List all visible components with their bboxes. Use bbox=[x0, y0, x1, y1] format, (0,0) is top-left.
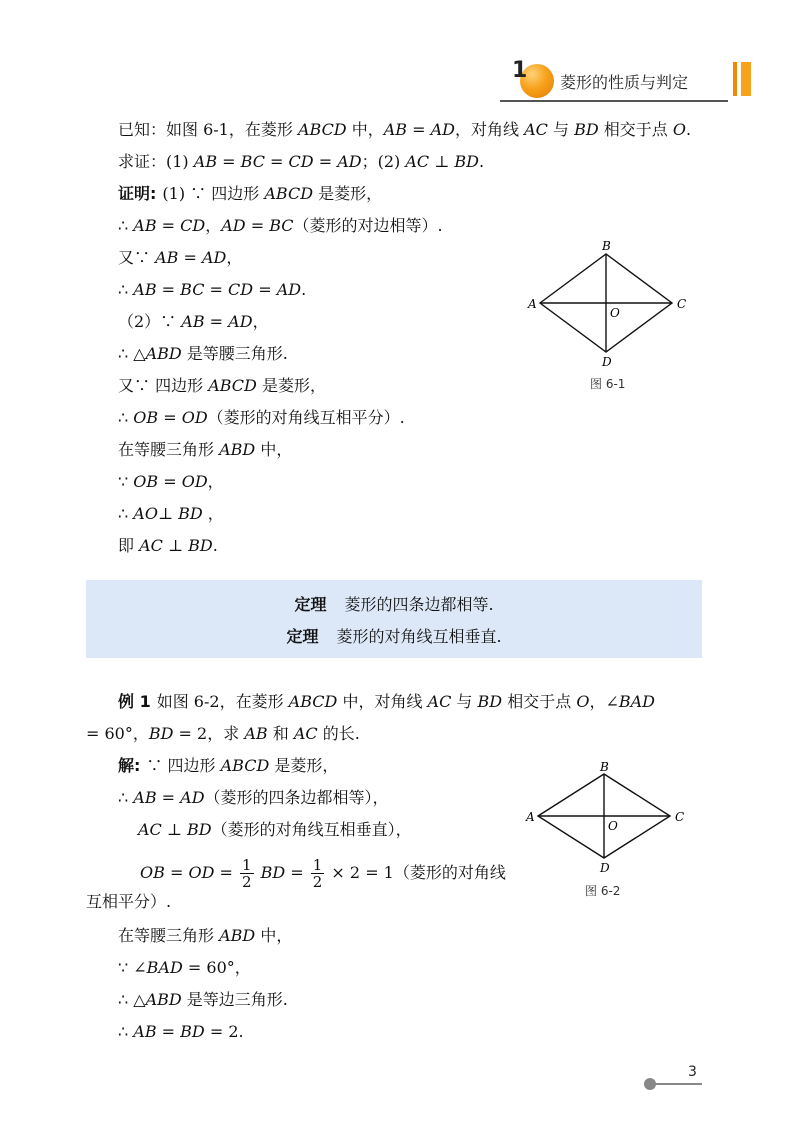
section-label: 例 1 bbox=[118, 692, 151, 711]
text-segment: ⊥ bbox=[162, 536, 189, 555]
math-var: BC bbox=[240, 152, 265, 171]
fraction bbox=[311, 857, 325, 890]
math-var: AB bbox=[383, 120, 408, 139]
chapter-title: 菱形的性质与判定 bbox=[560, 73, 689, 92]
math-var: AD bbox=[180, 788, 205, 807]
section-label: 证明: bbox=[118, 184, 157, 203]
math-var: AC bbox=[138, 820, 162, 839]
text-segment: ， bbox=[207, 472, 224, 491]
text-segment: 是等腰三角形. bbox=[181, 344, 288, 363]
math-var: AC bbox=[524, 120, 548, 139]
text-line bbox=[118, 990, 288, 1010]
text-segment: = 2. bbox=[204, 1022, 244, 1041]
fraction-line bbox=[140, 856, 506, 890]
text-line bbox=[118, 184, 382, 204]
math-var: ABCD bbox=[264, 184, 314, 203]
text-segment: . bbox=[478, 152, 485, 171]
math-var: AD bbox=[430, 120, 456, 139]
math-var: BD bbox=[477, 692, 503, 711]
math-var: AD bbox=[228, 312, 253, 331]
math-var: ABD bbox=[145, 344, 182, 363]
text-segment: = bbox=[204, 280, 229, 299]
text-segment: = bbox=[313, 152, 338, 171]
text-segment: = 2，求 bbox=[173, 724, 245, 743]
text-line bbox=[118, 440, 292, 460]
math-var: OD bbox=[188, 863, 215, 882]
math-var: BC bbox=[180, 280, 205, 299]
math-var: AD bbox=[337, 152, 362, 171]
header-bar bbox=[733, 62, 737, 96]
math-var: BD bbox=[187, 820, 212, 839]
math-var: AB bbox=[133, 1022, 157, 1041]
text-line bbox=[118, 1022, 244, 1042]
math-var: BAD bbox=[146, 958, 183, 977]
solution-continuation: 互相平分）. bbox=[86, 892, 172, 911]
chapter-number: 1 bbox=[512, 58, 528, 83]
text-segment: = bbox=[156, 280, 181, 299]
fraction-denominator: 2 bbox=[312, 873, 323, 891]
text-segment: ∴ bbox=[118, 1022, 134, 1041]
math-var: AD bbox=[276, 280, 302, 299]
math-var: AC bbox=[427, 692, 452, 711]
math-var: OB bbox=[133, 472, 159, 491]
math-var: ABCD bbox=[288, 692, 338, 711]
text-segment: 是菱形， bbox=[256, 376, 326, 395]
text-segment: 中， bbox=[255, 440, 293, 459]
math-var: OD bbox=[181, 472, 208, 491]
math-var: O bbox=[576, 692, 590, 711]
text-segment: ⊥ bbox=[429, 152, 455, 171]
math-var: ABD bbox=[219, 926, 256, 945]
text-segment: . bbox=[686, 120, 692, 139]
text-segment: ∵ ∠ bbox=[118, 958, 147, 977]
math-var: AB bbox=[155, 248, 179, 267]
math-var: AO bbox=[133, 504, 158, 523]
text-segment: ；(2) bbox=[361, 152, 406, 171]
text-segment: = 60°， bbox=[182, 958, 251, 977]
text-segment: ∴ bbox=[118, 408, 134, 427]
math-var: ABD bbox=[145, 990, 182, 1009]
text-line bbox=[118, 788, 389, 808]
text-line bbox=[118, 504, 224, 524]
text-segment: ∵ 四边形 bbox=[146, 756, 221, 775]
text-line bbox=[118, 376, 326, 396]
math-var: ABCD bbox=[208, 376, 257, 395]
text-line bbox=[118, 120, 691, 140]
math-var: AB bbox=[193, 152, 218, 171]
text-segment: ∴ △ bbox=[118, 990, 146, 1009]
vertex-label-b: B bbox=[600, 762, 609, 774]
text-segment: 相交于点 bbox=[502, 692, 577, 711]
vertex-label-a: A bbox=[528, 297, 537, 311]
math-var: AC bbox=[139, 536, 163, 555]
fraction bbox=[240, 857, 254, 890]
theorem-text: 菱形的对角线互相垂直. bbox=[336, 627, 502, 646]
math-var: BD bbox=[574, 120, 599, 139]
math-op: = bbox=[214, 863, 238, 882]
text-segment: = bbox=[156, 788, 181, 807]
math-var: BD bbox=[260, 863, 286, 882]
text-segment: （菱形的对角线互相垂直）， bbox=[211, 820, 412, 839]
text-segment: 求证：(1) bbox=[118, 152, 194, 171]
math-var: BD bbox=[148, 724, 174, 743]
vertex-label-c: C bbox=[677, 297, 687, 311]
text-segment: . bbox=[212, 536, 218, 555]
text-segment: 即 bbox=[118, 536, 140, 555]
text-segment: 又∵ 四边形 bbox=[118, 376, 209, 395]
text-line bbox=[118, 312, 269, 332]
text-segment: 与 bbox=[451, 692, 478, 711]
text-segment: 在等腰三角形 bbox=[118, 926, 220, 945]
text-segment: 已知：如图 6-1，在菱形 bbox=[118, 120, 298, 139]
text-segment: （菱形的对边相等）. bbox=[293, 216, 443, 235]
math-var: BD bbox=[454, 152, 479, 171]
figure-caption-2: 图 6-2 bbox=[585, 884, 621, 898]
text-segment: = bbox=[178, 248, 202, 267]
math-text: × 2 = 1（菱形的对角线 bbox=[326, 863, 506, 882]
math-var: ABCD bbox=[220, 756, 270, 775]
math-var: BD bbox=[188, 536, 213, 555]
text-segment: （2）∵ bbox=[118, 312, 182, 331]
theorem-label: 定理 bbox=[294, 595, 327, 614]
text-segment: 如图 6-2，在菱形 bbox=[156, 692, 289, 711]
theorem-box bbox=[86, 580, 702, 658]
text-segment: = bbox=[204, 312, 229, 331]
text-segment: ∴ bbox=[118, 280, 134, 299]
math-var: AB bbox=[181, 312, 205, 331]
math-var: AB bbox=[244, 724, 268, 743]
fraction-denominator: 2 bbox=[241, 873, 252, 891]
text-segment: = 60°， bbox=[86, 724, 149, 743]
figure-caption-1: 图 6-1 bbox=[590, 377, 626, 391]
text-segment: ，对角线 bbox=[455, 120, 525, 139]
rhombus-figure-2 bbox=[520, 762, 700, 877]
math-var: BD bbox=[178, 504, 203, 523]
text-segment: ， bbox=[252, 312, 269, 331]
text-segment: 是菱形， bbox=[269, 756, 339, 775]
text-segment: (1) ∵ 四边形 bbox=[162, 184, 265, 203]
text-segment: 是等边三角形. bbox=[181, 990, 288, 1009]
math-var: AC bbox=[405, 152, 430, 171]
text-segment: ∴ bbox=[118, 504, 134, 523]
text-segment: ∴ △ bbox=[118, 344, 146, 363]
text-segment: ⊥ bbox=[161, 820, 188, 839]
math-var: O bbox=[672, 120, 686, 139]
text-segment: 和 bbox=[267, 724, 294, 743]
text-segment: = bbox=[245, 216, 270, 235]
text-line bbox=[118, 408, 405, 428]
header-rule bbox=[500, 100, 728, 102]
text-line bbox=[118, 152, 484, 172]
text-line bbox=[118, 280, 306, 300]
text-segment: 在等腰三角形 bbox=[118, 440, 220, 459]
text-segment: ⊥ bbox=[157, 504, 179, 523]
text-segment: 的长. bbox=[317, 724, 360, 743]
math-var: AD bbox=[201, 248, 227, 267]
footer-rule bbox=[650, 1083, 702, 1085]
text-segment: = bbox=[264, 152, 289, 171]
text-segment: = bbox=[156, 1022, 181, 1041]
text-line bbox=[86, 724, 360, 744]
text-segment: ，∠ bbox=[589, 692, 619, 711]
fraction-numerator: 1 bbox=[241, 856, 252, 874]
text-segment: ∵ bbox=[118, 472, 134, 491]
fraction-numerator: 1 bbox=[312, 856, 323, 874]
theorem-text: 菱形的四条边都相等. bbox=[344, 595, 494, 614]
text-segment: 与 bbox=[547, 120, 575, 139]
center-label-o: O bbox=[608, 819, 618, 833]
text-segment: （菱形的四条边都相等）， bbox=[204, 788, 389, 807]
math-var: ABD bbox=[219, 440, 256, 459]
math-var: BAD bbox=[618, 692, 655, 711]
text-segment: 中， bbox=[255, 926, 293, 945]
math-var: OB bbox=[140, 863, 165, 882]
text-line bbox=[118, 472, 224, 492]
text-segment: 中， bbox=[346, 120, 384, 139]
math-var: AB bbox=[133, 788, 157, 807]
text-segment: 是菱形， bbox=[313, 184, 383, 203]
math-var: OD bbox=[181, 408, 208, 427]
rhombus-figure-1 bbox=[520, 240, 700, 370]
text-segment: （菱形的对角线互相平分）. bbox=[207, 408, 405, 427]
math-var: ABCD bbox=[297, 120, 347, 139]
math-var: OB bbox=[133, 408, 159, 427]
text-segment: = bbox=[156, 216, 181, 235]
text-segment: 中，对角线 bbox=[337, 692, 428, 711]
text-line bbox=[118, 756, 338, 776]
theorem-line bbox=[86, 592, 702, 615]
text-line bbox=[138, 820, 412, 840]
math-op: = bbox=[164, 863, 189, 882]
math-var: CD bbox=[180, 216, 206, 235]
text-line bbox=[118, 926, 292, 946]
text-segment: ∴ bbox=[118, 216, 134, 235]
text-segment: = bbox=[217, 152, 241, 171]
section-label: 解: bbox=[118, 756, 141, 775]
text-line bbox=[118, 692, 655, 712]
vertex-label-d: D bbox=[602, 355, 612, 369]
text-segment: = bbox=[407, 120, 431, 139]
text-segment: = bbox=[158, 408, 182, 427]
page-number: 3 bbox=[688, 1064, 697, 1080]
text-segment: 又∵ bbox=[118, 248, 156, 267]
math-var: BD bbox=[180, 1022, 205, 1041]
text-segment: = bbox=[158, 472, 182, 491]
text-segment: ， bbox=[202, 504, 224, 523]
header-bar bbox=[741, 62, 751, 96]
text-segment: ， bbox=[226, 248, 243, 267]
text-segment: ∴ bbox=[118, 788, 134, 807]
text-line bbox=[118, 536, 218, 556]
text-segment: . bbox=[301, 280, 307, 299]
math-var: CD bbox=[228, 280, 254, 299]
text-line bbox=[118, 344, 288, 364]
math-var: AB bbox=[133, 280, 157, 299]
text-line bbox=[118, 216, 443, 236]
text-line bbox=[118, 958, 251, 978]
vertex-label-c: C bbox=[675, 810, 685, 824]
math-var: CD bbox=[288, 152, 314, 171]
text-segment: = bbox=[253, 280, 277, 299]
text-line bbox=[118, 248, 242, 268]
vertex-label-a: A bbox=[526, 810, 535, 824]
text-segment: ， bbox=[205, 216, 222, 235]
math-var: AB bbox=[133, 216, 157, 235]
math-var: AC bbox=[293, 724, 318, 743]
math-var: BC bbox=[269, 216, 294, 235]
chapter-header bbox=[500, 58, 760, 102]
vertex-label-d: D bbox=[600, 861, 610, 875]
theorem-line bbox=[86, 624, 702, 647]
math-op: = bbox=[285, 863, 309, 882]
math-var: AD bbox=[221, 216, 246, 235]
center-label-o: O bbox=[610, 306, 620, 320]
theorem-label: 定理 bbox=[286, 627, 319, 646]
text-segment: 相交于点 bbox=[598, 120, 673, 139]
vertex-label-b: B bbox=[602, 240, 611, 253]
